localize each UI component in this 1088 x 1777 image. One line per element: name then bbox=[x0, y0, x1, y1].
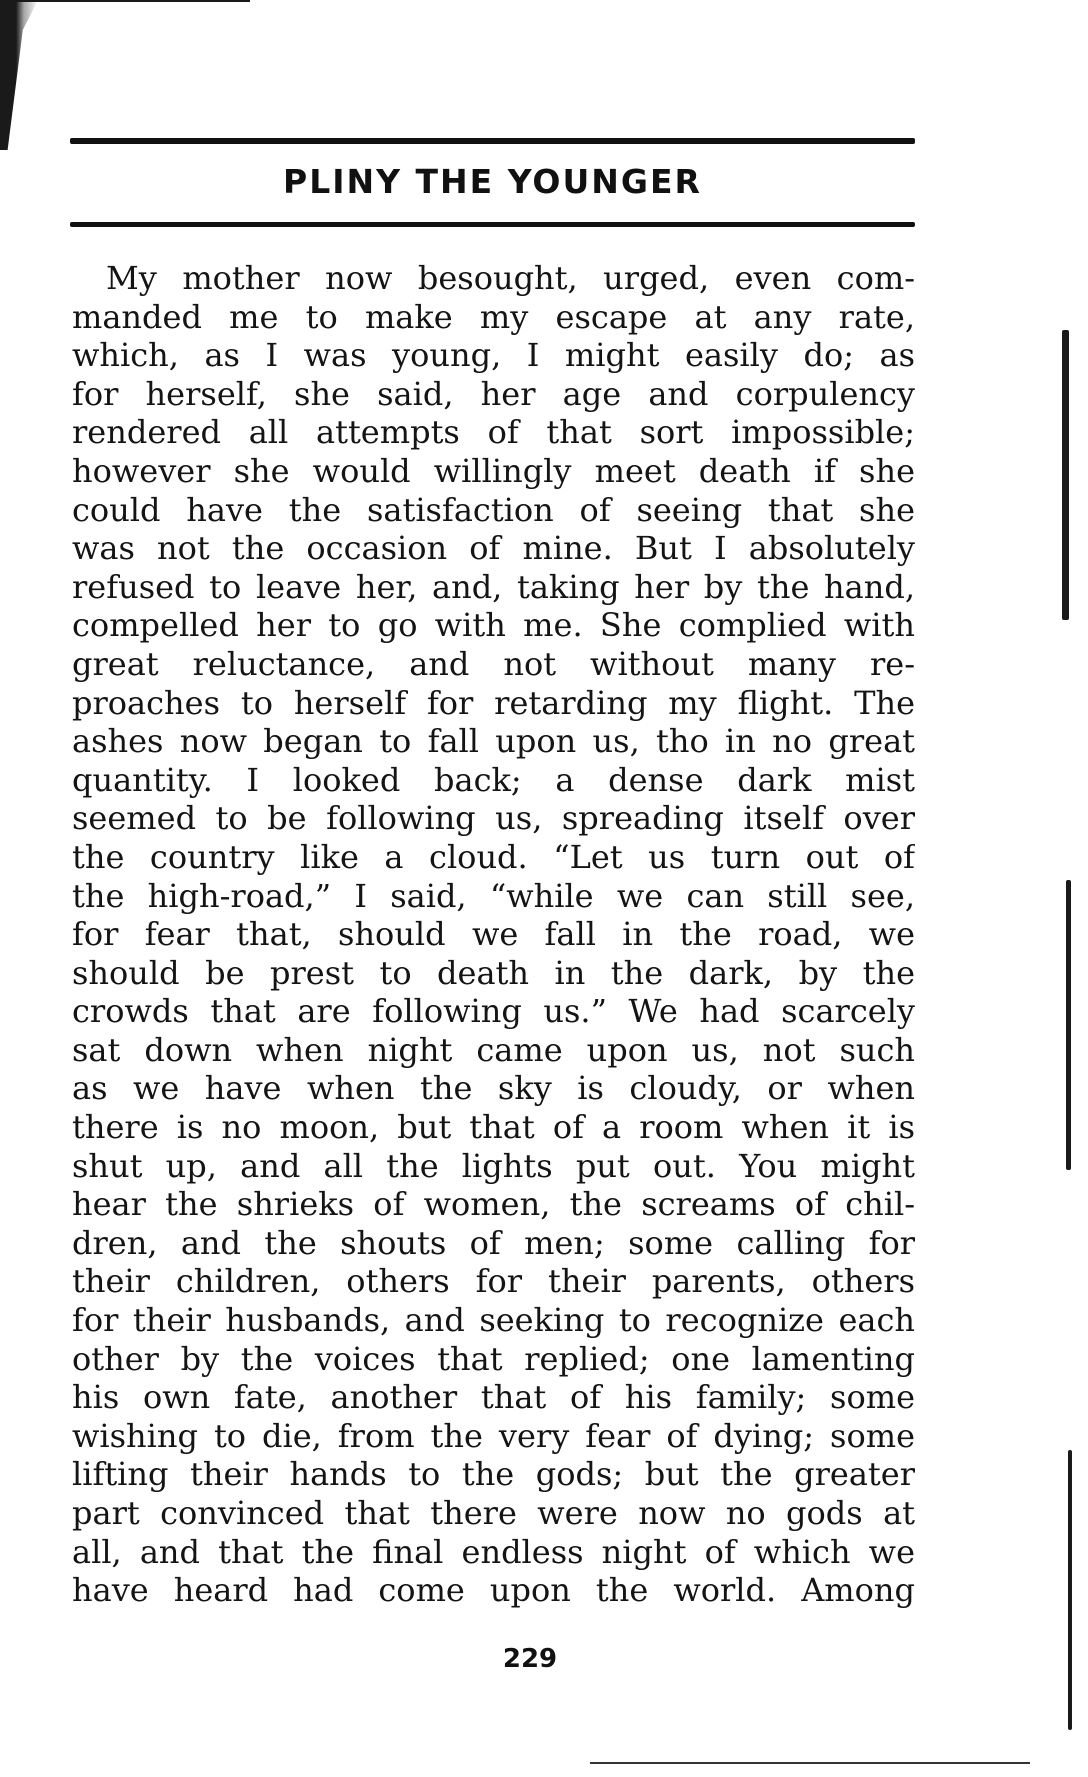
text-line: for herself, she said, her age and corpulency bbox=[72, 374, 915, 413]
text-line: other by the voices that replied; one lamenting bbox=[72, 1339, 915, 1378]
page-bottom-edge bbox=[590, 1762, 1030, 1764]
text-line: ashes now began to fall upon us, tho in no great bbox=[72, 722, 915, 761]
text-line: for fear that, should we fall in the road, we bbox=[72, 915, 915, 954]
text-line: shut up, and all the lights put out. You might bbox=[72, 1146, 915, 1185]
text-line: however she would willingly meet death if she bbox=[72, 451, 915, 490]
page-edge-shadow bbox=[1068, 1450, 1072, 1730]
text-line: rendered all attempts of that sort impossible; bbox=[72, 413, 915, 452]
text-line: sat down when night came upon us, not such bbox=[72, 1030, 915, 1069]
text-line: lifting their hands to the gods; but the greater bbox=[72, 1455, 915, 1494]
text-line: great reluctance, and not without many re- bbox=[72, 644, 915, 683]
text-line: for their husbands, and seeking to recognize each bbox=[72, 1301, 915, 1340]
text-line: refused to leave her, and, taking her by the hand, bbox=[72, 567, 915, 606]
page-corner-shadow bbox=[0, 0, 38, 150]
text-line: wishing to die, from the very fear of dying; some bbox=[72, 1416, 915, 1455]
text-line: all, and that the final endless night of which we bbox=[72, 1532, 915, 1571]
text-line: the country like a cloud. “Let us turn out of bbox=[72, 837, 915, 876]
text-line: as we have when the sky is cloudy, or when bbox=[72, 1069, 915, 1108]
text-line: part convinced that there were now no gods at bbox=[72, 1494, 915, 1532]
text-line: quantity. I looked back; a dense dark mist bbox=[72, 760, 915, 799]
text-line: should be prest to death in the dark, by the bbox=[72, 953, 915, 992]
text-line: which, as I was young, I might easily do; as bbox=[72, 336, 915, 375]
text-line: the high-road,” I said, “while we can still see, bbox=[72, 876, 915, 915]
text-line: dren, and the shouts of men; some calling for bbox=[72, 1223, 915, 1262]
page-edge-shadow bbox=[1062, 330, 1069, 620]
text-line: have heard had come upon the world. Among bbox=[72, 1571, 915, 1610]
text-line: proaches to herself for retarding my flight. The bbox=[72, 683, 915, 722]
text-line: could have the satisfaction of seeing that she bbox=[72, 490, 915, 529]
text-line: My mother now besought, urged, even com- bbox=[106, 259, 915, 297]
page-edge-shadow bbox=[1066, 880, 1071, 1170]
text-line: hear the shrieks of women, the screams of chil- bbox=[72, 1185, 915, 1224]
header-rule-bottom bbox=[70, 222, 915, 227]
text-line: seemed to be following us, spreading itself over bbox=[72, 799, 915, 838]
text-line: was not the occasion of mine. But I absolutely bbox=[72, 529, 915, 568]
text-line: their children, others for their parents, others bbox=[72, 1262, 915, 1301]
text-line: there is no moon, but that of a room when it is bbox=[72, 1108, 915, 1147]
header-rule-top bbox=[70, 138, 915, 144]
text-line: manded me to make my escape at any rate, bbox=[72, 297, 915, 336]
page-number: 229 bbox=[502, 1644, 558, 1674]
text-line: compelled her to go with me. She complied with bbox=[72, 606, 915, 645]
text-line: crowds that are following us.” We had scarcely bbox=[72, 992, 915, 1031]
running-head: PLINY THE YOUNGER bbox=[283, 162, 702, 201]
body-text bbox=[72, 259, 915, 1610]
text-line: his own fate, another that of his family; some bbox=[72, 1378, 915, 1417]
page-corner-line bbox=[0, 0, 250, 2]
